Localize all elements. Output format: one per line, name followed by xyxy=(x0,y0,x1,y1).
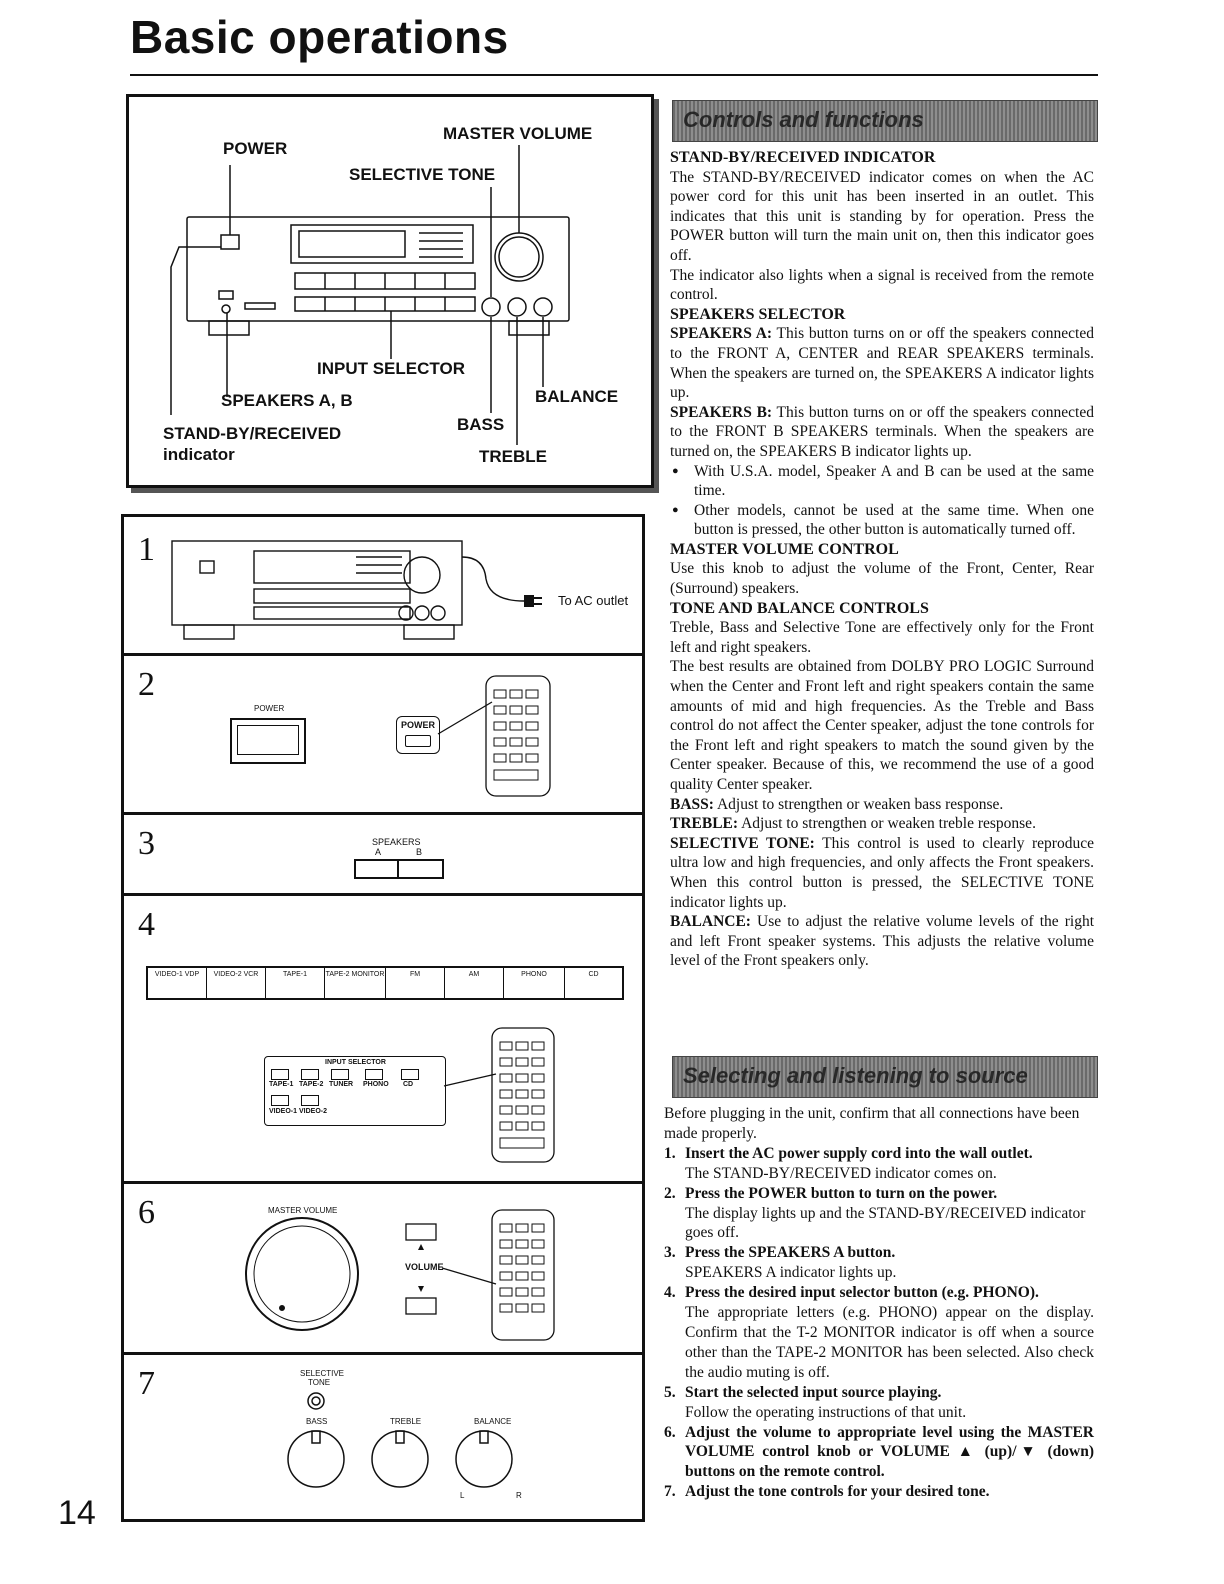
callout-treble: TREBLE xyxy=(479,447,547,466)
master-volume-knob xyxy=(124,1184,642,1352)
steps-panel xyxy=(121,514,645,1522)
tone-heading: TONE AND BALANCE CONTROLS xyxy=(670,599,929,617)
selecting-step xyxy=(664,1144,1094,1184)
receiver-front-illustration xyxy=(129,97,657,491)
balance-l-label: L xyxy=(460,1491,465,1500)
callout-speakers-ab: SPEAKERS A, B xyxy=(221,391,353,410)
remote-btn-video-2: VIDEO-2 xyxy=(299,1108,328,1115)
master-text: Use this knob to adjust the volume of the Front, Center, Rear (Surround) speakers. xyxy=(670,560,1094,598)
speakers-label: SPEAKERS xyxy=(372,837,421,847)
ac-outlet-label: To AC outlet xyxy=(558,593,629,608)
step-number: 5. xyxy=(664,1383,676,1401)
balance-r-label: R xyxy=(516,1491,522,1500)
remote-control-icon xyxy=(124,656,642,812)
treble-text: Adjust to strengthen or weaken treble response. xyxy=(741,815,1036,833)
tone-label: TONE xyxy=(308,1378,331,1387)
step-1 xyxy=(124,517,642,656)
selective-label: SELECTIVE TONE: xyxy=(670,834,815,852)
step-title: Start the selected input source playing. xyxy=(685,1383,942,1401)
controls-banner-text: Controls and functions xyxy=(683,107,924,132)
step-text: Follow the operating instructions of that unit. xyxy=(685,1403,967,1421)
speakers-a-label: SPEAKERS A: xyxy=(670,325,773,343)
step-2 xyxy=(124,656,642,815)
callout-selective-tone: SELECTIVE TONE xyxy=(349,165,496,184)
step-number: 4. xyxy=(664,1284,676,1302)
selecting-step xyxy=(664,1423,1094,1483)
bullet-other: ● Other models, cannot be used at the same time. When one button is pressed, the other button is automatically turned off. xyxy=(670,501,1094,540)
treble-label: TREBLE: xyxy=(670,815,739,833)
input-video-2: VIDEO-2 VCR xyxy=(207,968,266,998)
selective-text: This control is used to clearly reproduce ultra low and high frequencies, and only affects the Front speakers. When this control button is pressed, the SELECTIVE TONE indicator lights up. xyxy=(670,834,1094,911)
step-3-number: 3 xyxy=(138,825,155,862)
bass-text: Adjust to strengthen or weaken bass response. xyxy=(716,795,1004,813)
remote-btn-video-1: VIDEO-1 xyxy=(269,1108,298,1115)
standby-text-2: The indicator also lights when a signal is received from the remote control. xyxy=(670,266,1094,304)
remote-power-label: POWER xyxy=(401,720,436,730)
step-number: 1. xyxy=(664,1144,676,1162)
standby-heading: STAND-BY/RECEIVED INDICATOR xyxy=(670,149,936,166)
callout-balance: BALANCE xyxy=(535,387,619,406)
step-title: Adjust the tone controls for your desired tone. xyxy=(685,1483,990,1501)
selecting-intro: Before plugging in the unit, confirm that all connections have been made properly. xyxy=(664,1105,1080,1142)
treble-label: TREBLE xyxy=(390,1417,422,1426)
input-am: AM xyxy=(445,968,504,998)
master-heading: MASTER VOLUME CONTROL xyxy=(670,540,899,558)
step-title: Press the POWER button to turn on the power. xyxy=(685,1184,998,1202)
step-6-number: 6 xyxy=(138,1194,155,1231)
balance-label: BALANCE: xyxy=(670,913,751,931)
speaker-b-label: B xyxy=(416,847,423,857)
speakers-b-text: This button turns on or off the speakers connected to the FRONT B SPEAKERS terminals. When the speakers are turned on, the SPEAKERS B indicator lights up. xyxy=(670,403,1094,460)
remote-volume-label: VOLUME xyxy=(405,1262,444,1272)
selecting-banner xyxy=(672,1056,1098,1098)
bass-para xyxy=(670,795,1094,815)
input-video-1: VIDEO-1 VDP xyxy=(148,968,207,998)
power-label: POWER xyxy=(254,704,285,713)
input-phono: PHONO xyxy=(504,968,565,998)
input-tape-2-monitor: TAPE-2 MONITOR xyxy=(325,968,386,998)
step-4 xyxy=(124,896,642,1184)
page-number: 14 xyxy=(58,1494,96,1532)
controls-section xyxy=(670,148,1094,971)
step-1-number: 1 xyxy=(138,531,155,568)
controls-banner xyxy=(672,100,1098,142)
step-text: The STAND-BY/RECEIVED indicator comes on. xyxy=(685,1164,997,1182)
input-tape-1: TAPE-1 xyxy=(266,968,325,998)
balance-para xyxy=(670,912,1094,971)
remote-btn-tape-1: TAPE-1 xyxy=(269,1081,294,1088)
step-6 xyxy=(124,1184,642,1355)
remote-btn-tuner: TUNER xyxy=(329,1081,354,1088)
selecting-step xyxy=(664,1482,1094,1502)
input-fm: FM xyxy=(386,968,445,998)
input-cd: CD xyxy=(588,971,599,978)
callout-standby-received: STAND-BY/RECEIVED xyxy=(163,424,342,443)
step-number: 2. xyxy=(664,1184,676,1202)
step-text: The display lights up and the STAND-BY/RECEIVED indicator goes off. xyxy=(685,1204,1086,1242)
selecting-steps xyxy=(664,1144,1094,1502)
step-number: 3. xyxy=(664,1244,676,1262)
balance-label: BALANCE xyxy=(474,1417,512,1426)
step-title: Press the desired input selector button (e.g. PHONO). xyxy=(685,1284,1039,1302)
page-title: Basic operations xyxy=(130,11,509,63)
step-4-number: 4 xyxy=(138,906,155,943)
callout-master-volume: MASTER VOLUME xyxy=(443,124,593,143)
selecting-step xyxy=(664,1283,1094,1383)
speakers-b-para xyxy=(670,403,1094,462)
callout-indicator: indicator xyxy=(163,445,235,464)
remote-btn-phono: PHONO xyxy=(363,1081,389,1088)
selective-para xyxy=(670,834,1094,912)
step-title: Adjust the volume to appropriate level using the MASTER VOLUME control knob or VOLUME ▲ (up)/▼ (down) buttons on the remote control. xyxy=(685,1423,1094,1481)
step-2-number: 2 xyxy=(138,666,155,703)
selecting-section xyxy=(664,1104,1094,1502)
remote-btn-tape-2: TAPE-2 xyxy=(299,1081,324,1088)
tone-knobs-illustration xyxy=(124,1355,642,1519)
selecting-step xyxy=(664,1383,1094,1423)
bullet-usa: ● With U.S.A. model, Speaker A and B can be used at the same time. xyxy=(670,462,1094,501)
remote-btn-cd: CD xyxy=(403,1081,414,1088)
speaker-a-label: A xyxy=(375,847,382,857)
title-rule xyxy=(130,74,1098,76)
speakers-a-text: This button turns on or off the speakers connected to the FRONT A, CENTER and REAR SPEAKERS terminals. When the speakers are turned on, the SPEAKERS A indicator lights up. xyxy=(670,325,1094,402)
speakers-b-label: SPEAKERS B: xyxy=(670,403,773,421)
step-7 xyxy=(124,1355,642,1519)
selective-label: SELECTIVE xyxy=(300,1369,345,1378)
selecting-step xyxy=(664,1243,1094,1283)
selecting-banner-text: Selecting and listening to source xyxy=(683,1063,1028,1088)
step-number: 6. xyxy=(664,1423,676,1441)
speakers-ab-buttons xyxy=(354,859,444,879)
callout-input-selector: INPUT SELECTOR xyxy=(317,359,465,378)
callout-bass: BASS xyxy=(457,415,505,434)
step-title: Insert the AC power supply cord into the wall outlet. xyxy=(685,1144,1033,1162)
remote-control-icon-4 xyxy=(124,896,642,1181)
treble-para xyxy=(670,814,1094,834)
step-7-number: 7 xyxy=(138,1365,155,1402)
remote-input-title: INPUT SELECTOR xyxy=(325,1059,386,1066)
step-title: Press the SPEAKERS A button. xyxy=(685,1244,896,1262)
selecting-step xyxy=(664,1184,1094,1244)
speakers-heading: SPEAKERS SELECTOR xyxy=(670,305,846,323)
tone-text-2: The best results are obtained from DOLBY PRO LOGIC Surround when the Center and Front left and right speakers contain the same amounts of mid and high frequencies. As the Treble and Bass control do not affect the Center speaker, adjust the tone controls for the Front left and right speakers to match the sound given by the Center speaker. Because of this, we recommend the use of a good quality Center speaker. xyxy=(670,658,1094,793)
step-text: SPEAKERS A indicator lights up. xyxy=(685,1264,897,1282)
callout-power: POWER xyxy=(223,139,288,158)
bass-label: BASS xyxy=(306,1417,328,1426)
receiver-plug-illustration xyxy=(124,517,642,653)
front-panel-diagram xyxy=(126,94,654,488)
balance-text: Use to adjust the relative volume levels of the right and left Front speaker systems. This adjusts the relative volume level of the Front speakers only. xyxy=(670,913,1094,970)
bass-label: BASS: xyxy=(670,795,714,813)
speakers-a-para xyxy=(670,324,1094,402)
tone-text-1: Treble, Bass and Selective Tone are effectively only for the Front left and right speakers. xyxy=(670,619,1094,656)
master-volume-label: MASTER VOLUME xyxy=(268,1206,338,1215)
standby-text-1: The STAND-BY/RECEIVED indicator comes on when the AC power cord for this unit has been inserted in an outlet. This indicates that this unit is standing by for operation. Press the POWER button will turn the main unit on, then this indicator goes off. xyxy=(670,168,1094,264)
step-text: The appropriate letters (e.g. PHONO) appear on the display. Confirm that the T-2 MONITOR indicator is off when a source other than the TAPE-2 MONITOR has been selected. Also check the audio muting is off. xyxy=(685,1304,1094,1381)
step-number: 7. xyxy=(664,1483,676,1501)
step-3 xyxy=(124,815,642,896)
